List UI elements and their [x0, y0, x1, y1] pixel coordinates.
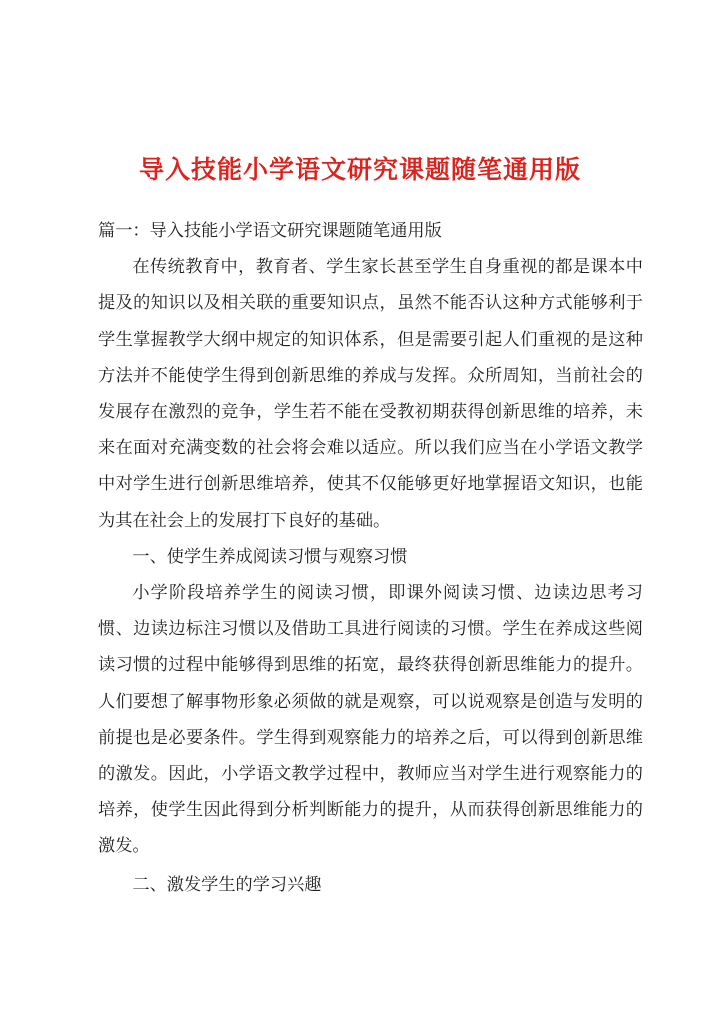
- document-title: 导入技能小学语文研究课题随笔通用版: [138, 155, 581, 184]
- section-1-heading: 一、使学生养成阅读习惯与观察习惯: [132, 546, 408, 567]
- section-2-heading: 二、激发学生的学习兴趣: [132, 874, 322, 895]
- section-1-paragraph: 小学阶段培养学生的阅读习惯，即课外阅读习惯、边读边思考习惯、边读边标注习惯以及借助工具进行阅读的习惯。学生在养成这些阅读习惯的过程中能够得到思维的拓宽，最终获得创新思维能力的提升。人们要想了解事物形象必须做的就是观察，可以说观察是创造与发明的前提也是必要条件。学生得到观察能力的培养之后，可以得到创新思维的激发。因此，小学语文教学过程中，教师应当对学生进行观察能力的培养，使学生因此得到分析判断能力的提升，从而获得创新思维能力的激发。: [98, 583, 643, 857]
- intro-paragraph: 在传统教育中，教育者、学生家长甚至学生自身重视的都是课本中提及的知识以及相关联的重要知识点，虽然不能否认这种方式能够利于学生掌握教学大纲中规定的知识体系，但是需要引起人们重视的是这种方法并不能使学生得到创新思维的养成与发挥。众所周知，当前社会的发展存在激烈的竞争，学生若不能在受教初期获得创新思维的培养，未来在面对充满变数的社会将会难以适应。所以我们应当在小学语文教学中对学生进行创新思维培养，使其不仅能够更好地掌握语文知识，也能为其在社会上的发展打下良好的基础。: [98, 257, 643, 531]
- article-subtitle: 篇一：导入技能小学语文研究课题随笔通用版: [98, 221, 442, 241]
- document-body: [98, 213, 643, 903]
